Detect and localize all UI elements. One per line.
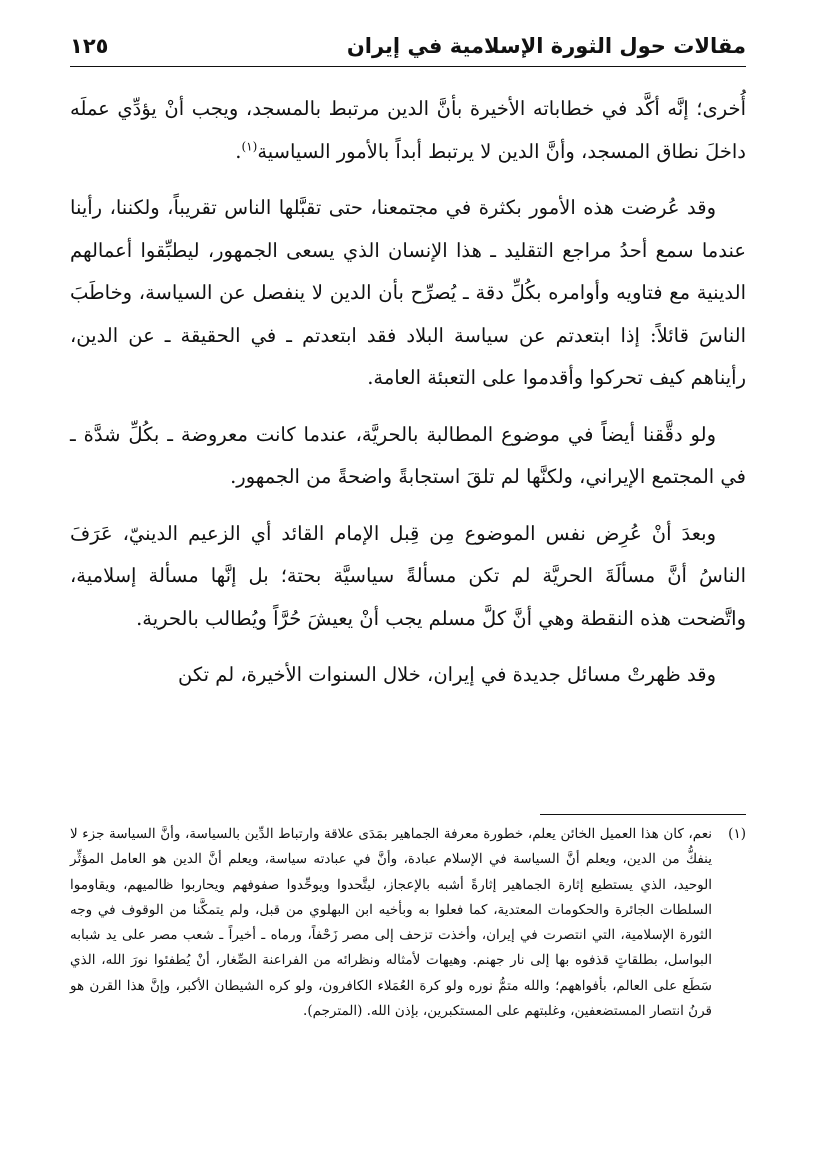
body-text [70,88,746,711]
paragraph-4: وبعدَ أنْ عُرِض نفس الموضوع مِن قِبل الإمام القائد أي الزعيم الدينيّ، عَرَفَ الناسُ أنَّ مسألَةَ الحريَّة لم تكن مسألةً سياسيَّة بحتة؛ بل إنَّها مسألة إسلامية، واتَّضحت هذه النقطة وهي أنَّ كلَّ مسلم يجب أنْ يعيشَ حُرَّاً ويُطالب بالحرية. [70,521,746,630]
footnote-reference: (١) [241,139,258,153]
footnote-text: نعم، كان هذا العميل الخائن يعلم، خطورة معرفة الجماهير بمَدَى علاقة وارتباط الدِّين بالسياسة، وأنَّ السياسة جزء لا ينفكُّ من الدين، ويعلم أنَّ السياسة في الإسلام عبادة، وأنَّ في عبادته سياسة، ويعلم أنَّ الدين هو العامل المؤثِّر الوحيد، الذي يستطيع إثارة الجماهير إثارةً أشبه بالإعجاز، ليتَّحدوا ويوحِّدوا صفوفهم ويحاربوا ظالميهم، ويقاوموا السلطات الجائرة والحكومات المعتدية، كما فعلوا به وبأخيه ابن البهلوي من قبل، ولم يتمكَّنا من الوقوف في وجه الثورة الإسلامية، التي انتصرت في إيران، وأخذت تزحف إلى مصر زَحْفاً، ورماه ـ أخيراً ـ شعب مصر على يد شبابه البواسل، بطلقاتٍ قذفوه بها إلى نار جهنم. وهيهات لأمثاله ونظرائه من الفراعنة الصِّغار، أنْ يُطفئوا نورَ الله، الذي سَطَع على العالم، بأفواههم؛ والله متمُّ نوره ولو كرهَ العُمَلاء الكافرون، ولو كره الشيطان الأكبر، وإنَّ هذا القرن هو قرنُ انتصار المستضعفين، وغلبتهم على المستكبرين، بإذن الله. (المترجم). [70,826,712,1020]
paragraph-5: وقد ظهرتْ مسائل جديدة في إيران، خلال السنوات الأخيرة، لم تكن [178,663,716,686]
footnote-divider [540,814,746,815]
page-number: ١٢٥ [70,34,109,58]
paragraph-1-text: أُخرى؛ إنَّه أكَّد في خطاباته الأخيرة بأنَّ الدين مرتبط بالمسجد، ويجب أنْ يؤدِّي عملَه داخلَ نطاق المسجد، وأنَّ الدين لا يرتبط أبداً بالأمور السياسية [70,97,746,163]
paragraph-1: أُخرى؛ إنَّه أكَّد في خطاباته الأخيرة بأنَّ الدين مرتبط بالمسجد، ويجب أنْ يؤدِّي عملَه داخلَ نطاق المسجد، وأنَّ الدين لا يرتبط أبداً بالأمور السياسية$^{(١)}$. [70,97,746,163]
paragraph-2: وقد عُرضت هذه الأمور بكثرة في مجتمعنا، حتى تقبَّلها الناس تقريباً، ولكننا، رأينا عندما سمع أحدُ مراجع التقليد ـ هذا الإنسان الذي يسعى الجمهور، ليطبِّقوا أعمالهم الدينية مع فتاويه وأوامره بكُلِّ دقة ـ يُصرِّح بأن الدين لا ينفصل عن السياسة، وخاطَبَ الناسَ قائلاً: إذا ابتعدتم عن سياسة البلاد فقد ابتعدتم ـ في الحقيقة ـ عن الدين، رأيناهم كيف تحركوا وأقدموا على التعبئة العامة. [70,196,746,389]
running-title: مقالات حول الثورة الإسلامية في إيران [346,34,746,58]
footnote-marker: (١) [728,826,746,842]
paragraph-3: ولو دقَّقنا أيضاً في موضوع المطالبة بالحريَّة، عندما كانت معروضة ـ بكُلِّ شدَّة ـ في المجتمع الإيراني، ولكنَّها لم تلقَ استجابةً واضحةً من الجمهور. [70,422,746,488]
page-header [70,30,746,64]
header-divider [70,66,746,67]
footnote [70,822,746,1024]
